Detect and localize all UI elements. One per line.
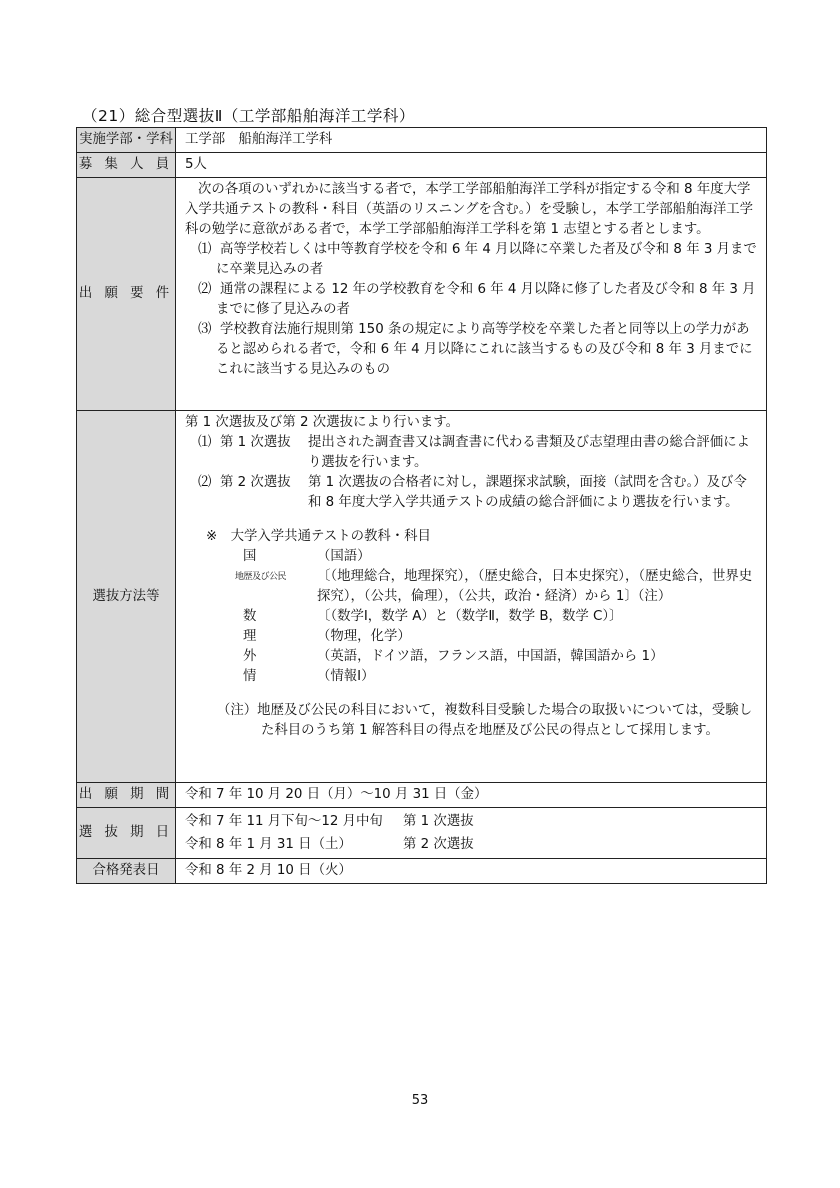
row-announcement	[77, 859, 767, 884]
value-application-period: 令和 7 年 10 月 20 日（月）～10 月 31 日（金）	[176, 783, 767, 808]
selection-intro: 第 1 次選抜及び第 2 次選抜により行います。	[185, 415, 460, 430]
label-faculty: 実施学部・学科	[77, 128, 176, 153]
row-selection-dates	[77, 808, 767, 859]
row-requirements	[77, 178, 767, 411]
label-capacity: 募 集 人 員	[77, 153, 176, 178]
label-announcement: 合格発表日	[77, 859, 176, 884]
value-selection	[176, 411, 767, 783]
subject-row: 数 〔（数学Ⅰ，数学 A）と（数学Ⅱ，数学 B，数学 C）〕	[243, 609, 623, 624]
selection-stage: ⑴ 第 1 次選抜 提出された調査書又は調査書に代わる書類及び志望理由書の総合評価により選抜を行います。	[198, 435, 750, 470]
label-selection: 選抜方法等	[77, 411, 176, 783]
admission-table	[76, 127, 767, 884]
label-selection-dates: 選 抜 期 日	[77, 808, 176, 859]
subject-row: 国 （国語）	[243, 549, 371, 564]
section-heading: （21）総合型選抜Ⅱ（工学部船舶海洋工学科）	[82, 107, 415, 125]
row-capacity	[77, 153, 767, 178]
row-selection	[77, 411, 767, 783]
value-capacity: 5人	[176, 153, 767, 178]
value-announcement: 令和 8 年 2 月 10 日（火）	[176, 859, 767, 884]
value-requirements	[176, 178, 767, 411]
requirement-item: ⑶ 学校教育法施行規則第 150 条の規定により高等学校を卒業した者と同等以上の学力があると認められる者で，令和 6 年 4 月以降にこれに該当するもの及び令和 8 年 3 月までにこれに該当する見込みのもの	[198, 322, 753, 377]
subject-row: 情 （情報Ⅰ）	[243, 669, 375, 684]
subject-row: 地歴及び公民 〔（地理総合，地理探究），（歴史総合，日本史探究），（歴史総合，世界史探究），（公共，倫理），（公共，政治・経済）から 1〕（注）	[235, 569, 753, 604]
row-faculty	[77, 128, 767, 153]
subject-row: 理 （物理，化学）	[243, 629, 411, 644]
subjects-note-title: ※ 大学入学共通テストの教科・科目	[206, 529, 431, 544]
subject-row: 外 （英語，ドイツ語，フランス語，中国語，韓国語から 1）	[243, 649, 664, 664]
label-requirements: 出 願 要 件	[77, 178, 176, 411]
label-application-period: 出 願 期 間	[77, 783, 176, 808]
page-number: 53	[411, 1093, 429, 1108]
value-selection-dates: 令和 7 年 11 月下旬～12 月中旬 第 1 次選抜 令和 8 年 1 月 31 日（土） 第 2 次選抜	[176, 808, 767, 859]
row-application-period	[77, 783, 767, 808]
selection-stage: ⑵ 第 2 次選抜 第 1 次選抜の合格者に対し，課題探求試験，面接（試問を含む。）及び令和 8 年度大学入学共通テストの成績の総合評価により選抜を行います。	[198, 475, 747, 510]
value-faculty: 工学部 船舶海洋工学科	[176, 128, 767, 153]
requirement-item: ⑴ 高等学校若しくは中等教育学校を令和 6 年 4 月以降に卒業した者及び令和 8 年 3 月までに卒業見込みの者	[198, 242, 757, 277]
requirement-item: ⑵ 通常の課程による 12 年の学校教育を令和 6 年 4 月以降に修了した者及び令和 8 年 3 月までに修了見込みの者	[198, 282, 756, 317]
requirements-intro: 次の各項のいずれかに該当する者で，本学工学部船舶海洋工学科が指定する令和 8 年度大学入学共通テストの教科・科目（英語のリスニングを含む。）を受験し，本学工学部船舶海洋工学科の勉学に意欲がある者で，本学工学部船舶海洋工学科を第 1 志望とする者とします。	[185, 182, 754, 237]
selection-footnote: （注）地歴及び公民の科目において，複数科目受験した場合の取扱いについては，受験した科目のうち第 1 解答科目の得点を地歴及び公民の得点として採用します。	[217, 703, 753, 738]
